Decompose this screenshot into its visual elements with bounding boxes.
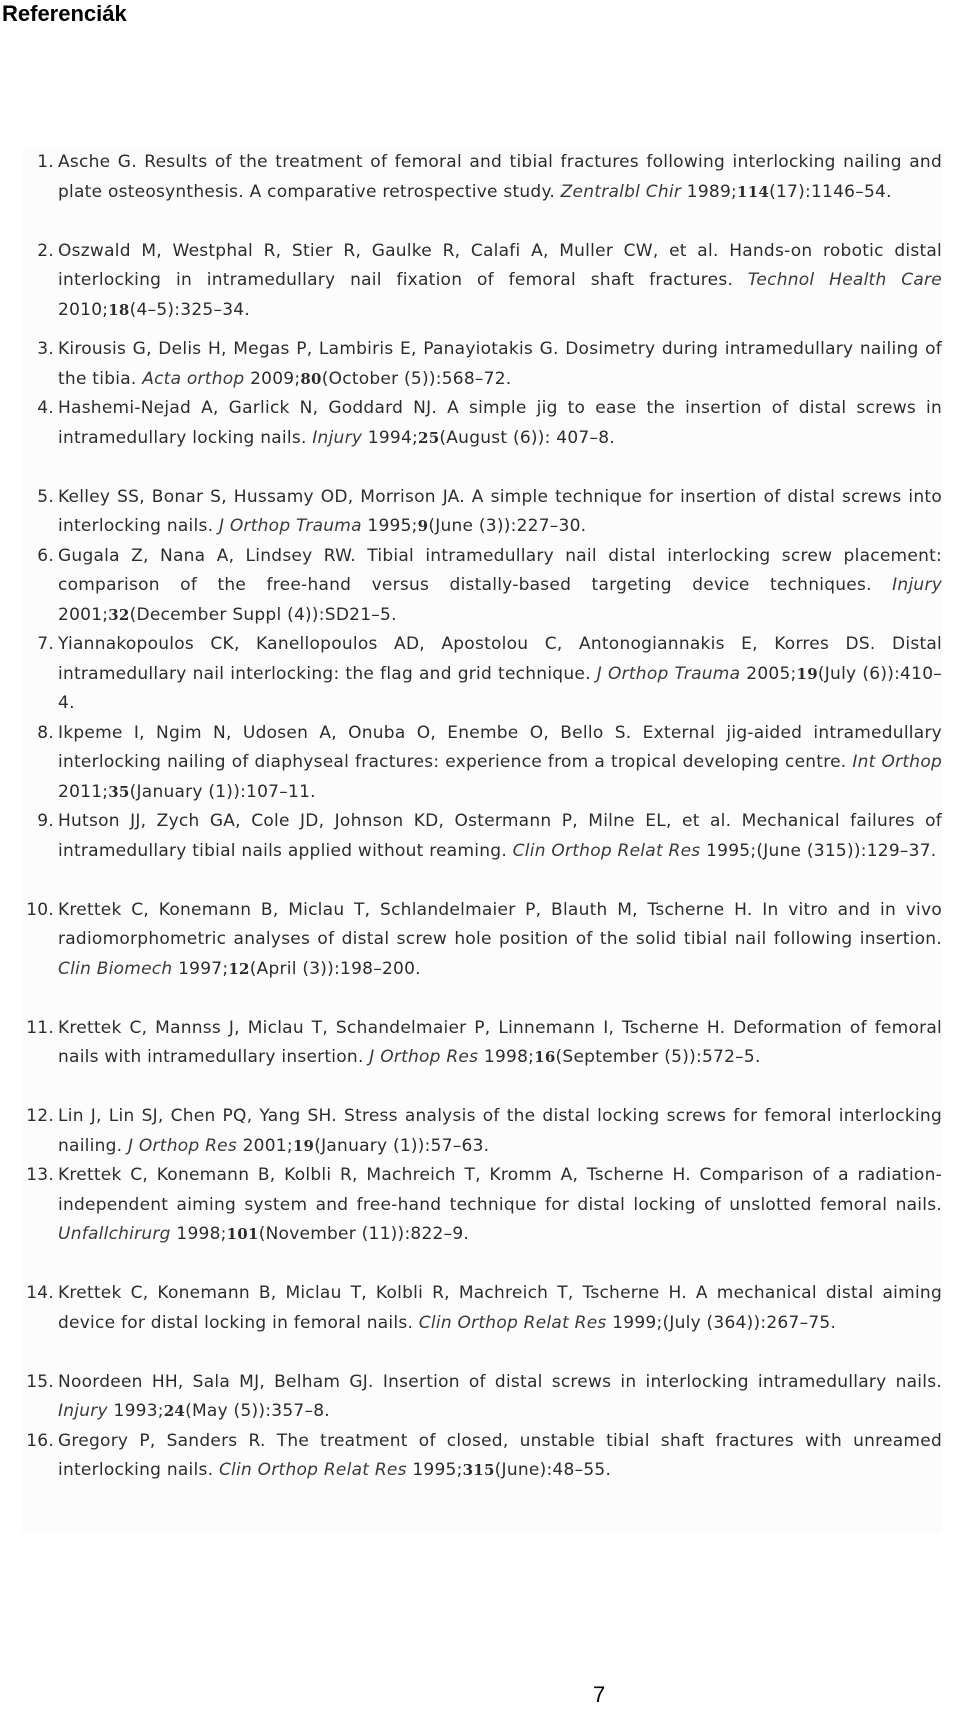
- reference-text: Hutson JJ, Zych GA, Cole JD, Johnson KD, Ostermann P, Milne EL, et al. Mechanical failures of intramedullary tibial nails applied without reaming.: [58, 811, 942, 861]
- reference-text: Kirousis G, Delis H, Megas P, Lambiris E, Panayiotakis G. Dosimetry during intramedullary nailing of the tibia.: [58, 339, 942, 389]
- reference-text: Lin J, Lin SJ, Chen PQ, Yang SH. Stress analysis of the distal locking screws for femoral interlocking nailing.: [58, 1106, 942, 1156]
- reference-text: Noordeen HH, Sala MJ, Belham GJ. Insertion of distal screws in interlocking intramedullary nails.: [58, 1371, 942, 1392]
- reference-pages: (May (5)):357–8.: [185, 1401, 330, 1421]
- reference-number: 14.: [26, 1283, 54, 1303]
- reference-pages: (October (5)):568–72.: [321, 368, 512, 389]
- reference-journal: J Orthop Trauma: [596, 663, 741, 684]
- reference-year: 1997;: [178, 958, 229, 979]
- reference-text: Yiannakopoulos CK, Kanellopoulos AD, Apostolou C, Antonogiannakis E, Korres DS. Distal intramedullary nail interlocking: the flag and grid technique.: [58, 634, 942, 684]
- page-title: Referenciák: [2, 1, 127, 26]
- reference-text: Gregory P, Sanders R. The treatment of closed, unstable tibial shaft fractures with unreamed interlocking nails.: [58, 1430, 942, 1480]
- reference-pages: (September (5)):572–5.: [555, 1047, 761, 1067]
- reference-year: 2010;: [58, 299, 109, 320]
- reference-item: [22, 542, 942, 631]
- reference-year: 2011;: [58, 781, 109, 802]
- scanned-reference-list: [22, 148, 942, 1533]
- reference-number: 9.: [37, 811, 54, 831]
- reference-number: 12.: [26, 1106, 54, 1126]
- reference-number: 13.: [26, 1165, 54, 1185]
- reference-pages: (November (11)):822–9.: [258, 1224, 470, 1244]
- reference-item: [22, 148, 942, 207]
- reference-pages: (January (1)):57–63.: [314, 1135, 490, 1156]
- reference-year: 1995;: [412, 1460, 463, 1480]
- reference-year: 1995;: [367, 516, 418, 536]
- reference-volume: 25: [418, 428, 440, 447]
- reference-year: 1995;: [706, 840, 757, 861]
- reference-item: [22, 1161, 942, 1250]
- page-number: 7: [593, 1682, 606, 1707]
- reference-volume: 12: [228, 959, 250, 978]
- reference-pages: (August (6)): 407–8.: [439, 427, 615, 448]
- reference-volume: 35: [108, 782, 130, 801]
- reference-text: Kelley SS, Bonar S, Hussamy OD, Morrison JA. A simple technique for insertion of distal screws into interlocking nails.: [58, 486, 942, 536]
- reference-volume: 101: [226, 1225, 259, 1243]
- reference-number: 10.: [26, 899, 54, 920]
- reference-pages: (April (3)):198–200.: [249, 958, 421, 979]
- reference-text: Gugala Z, Nana A, Lindsey RW. Tibial intramedullary nail distal interlocking screw placement: comparison of the free-hand versus distally-based targeting device techniques.: [58, 545, 942, 595]
- reference-volume: 24: [163, 1402, 186, 1420]
- reference-number: 2.: [37, 240, 54, 261]
- reference-pages: (June):48–55.: [494, 1460, 612, 1480]
- reference-volume: 32: [108, 605, 130, 624]
- reference-item: [22, 719, 942, 808]
- reference-journal: Injury: [892, 575, 943, 595]
- reference-item: [22, 807, 942, 866]
- reference-journal: Int Orthop: [852, 752, 943, 772]
- reference-number: 8.: [37, 722, 54, 743]
- reference-text: Krettek C, Konemann B, Miclau T, Schlandelmaier P, Blauth M, Tscherne H. In vitro and in vivo radiomorphometric analyses of distal screw hole position of the solid tibial nail following insertion.: [58, 899, 942, 949]
- reference-number: 11.: [26, 1017, 54, 1038]
- reference-item: [22, 483, 942, 542]
- reference-text: Krettek C, Konemann B, Kolbli R, Machreich T, Kromm A, Tscherne H. Comparison of a radiation-independent aiming system and free-hand technique for distal locking of unslotted femoral nails.: [58, 1165, 942, 1215]
- reference-year: 2009;: [250, 368, 301, 389]
- reference-number: 3.: [37, 339, 54, 359]
- reference-journal: Clin Orthop Relat Res: [418, 1312, 607, 1333]
- reference-journal: Clin Orthop Relat Res: [218, 1460, 407, 1480]
- reference-item: [22, 335, 942, 394]
- reference-year: 1989;: [686, 181, 738, 202]
- reference-year: 2001;: [242, 1135, 293, 1156]
- reference-item: [22, 630, 942, 719]
- reference-item: [22, 394, 942, 453]
- reference-item: [22, 237, 942, 326]
- reference-journal: Zentralbl Chir: [560, 181, 682, 202]
- reference-pages: (17):1146–54.: [769, 181, 892, 202]
- reference-pages: (December Suppl (4)):SD21–5.: [129, 604, 397, 625]
- reference-item: [22, 1279, 942, 1338]
- reference-item: [22, 896, 942, 985]
- reference-volume: 19: [796, 664, 818, 683]
- reference-pages: (July (364)):267–75.: [662, 1312, 837, 1333]
- reference-text: Hashemi-Nejad A, Garlick N, Goddard NJ. A simple jig to ease the insertion of distal screws in intramedullary locking nails.: [58, 398, 942, 448]
- reference-text: Krettek C, Mannss J, Miclau T, Schandelmaier P, Linnemann I, Tscherne H. Deformation of femoral nails with intramedullary insertion.: [58, 1017, 942, 1067]
- reference-pages: (June (3)):227–30.: [428, 516, 587, 536]
- reference-item: [22, 1102, 942, 1161]
- reference-text: Krettek C, Konemann B, Miclau T, Kolbli R, Machreich T, Tscherne H. A mechanical distal aiming device for distal locking in femoral nails.: [58, 1283, 942, 1333]
- reference-year: 1998;: [176, 1224, 227, 1244]
- reference-text: Ikpeme I, Ngim N, Udosen A, Onuba O, Enembe O, Bello S. External jig-aided intramedullary interlocking nailing of diaphyseal fractures: experience from a tropical developing centre.: [58, 722, 942, 772]
- reference-journal: J Orthop Res: [369, 1047, 479, 1067]
- reference-number: 4.: [37, 398, 54, 418]
- reference-text: Oszwald M, Westphal R, Stier R, Gaulke R, Calafi A, Muller CW, et al. Hands-on robotic distal interlocking in intramedullary nail fixation of femoral shaft fractures.: [58, 240, 942, 290]
- reference-number: 5.: [37, 486, 54, 507]
- reference-volume: 9: [417, 517, 429, 535]
- reference-journal: Clin Biomech: [58, 958, 173, 979]
- reference-number: 1.: [37, 152, 54, 172]
- reference-number: 6.: [37, 545, 54, 566]
- reference-journal: Injury: [58, 1401, 108, 1421]
- reference-number: 15.: [26, 1371, 54, 1392]
- reference-item: [22, 1427, 942, 1486]
- reference-year: 1998;: [483, 1047, 535, 1067]
- reference-number: 7.: [37, 634, 54, 654]
- reference-journal: Technol Health Care: [747, 270, 942, 290]
- reference-volume: 315: [462, 1461, 495, 1479]
- reference-volume: 18: [108, 300, 130, 319]
- reference-journal: Acta orthop: [142, 368, 245, 389]
- reference-text: Asche G. Results of the treatment of femoral and tibial fractures following interlocking nailing and plate osteosynthesis. A comparative retrospective study.: [58, 152, 942, 202]
- reference-volume: 16: [534, 1048, 556, 1066]
- reference-year: 2001;: [58, 604, 109, 625]
- reference-journal: J Orthop Trauma: [218, 516, 362, 536]
- reference-pages: (July (6)):410–4.: [58, 663, 943, 713]
- reference-journal: Injury: [312, 427, 363, 448]
- reference-year: 2005;: [746, 663, 797, 684]
- reference-item: [22, 1368, 942, 1427]
- reference-pages: (4–5):325–34.: [129, 299, 250, 320]
- reference-pages: (June (315)):129–37.: [756, 840, 937, 861]
- reference-number: 16.: [26, 1430, 54, 1451]
- reference-volume: 19: [292, 1136, 315, 1155]
- reference-year: 1994;: [367, 427, 419, 448]
- reference-year: 1999;: [612, 1312, 663, 1333]
- reference-year: 1993;: [113, 1401, 164, 1421]
- reference-journal: J Orthop Res: [128, 1135, 237, 1156]
- reference-pages: (January (1)):107–11.: [129, 781, 316, 802]
- reference-item: [22, 1014, 942, 1073]
- reference-journal: Unfallchirurg: [58, 1224, 171, 1244]
- reference-volume: 80: [300, 369, 322, 388]
- reference-journal: Clin Orthop Relat Res: [512, 840, 701, 861]
- reference-volume: 114: [737, 182, 770, 201]
